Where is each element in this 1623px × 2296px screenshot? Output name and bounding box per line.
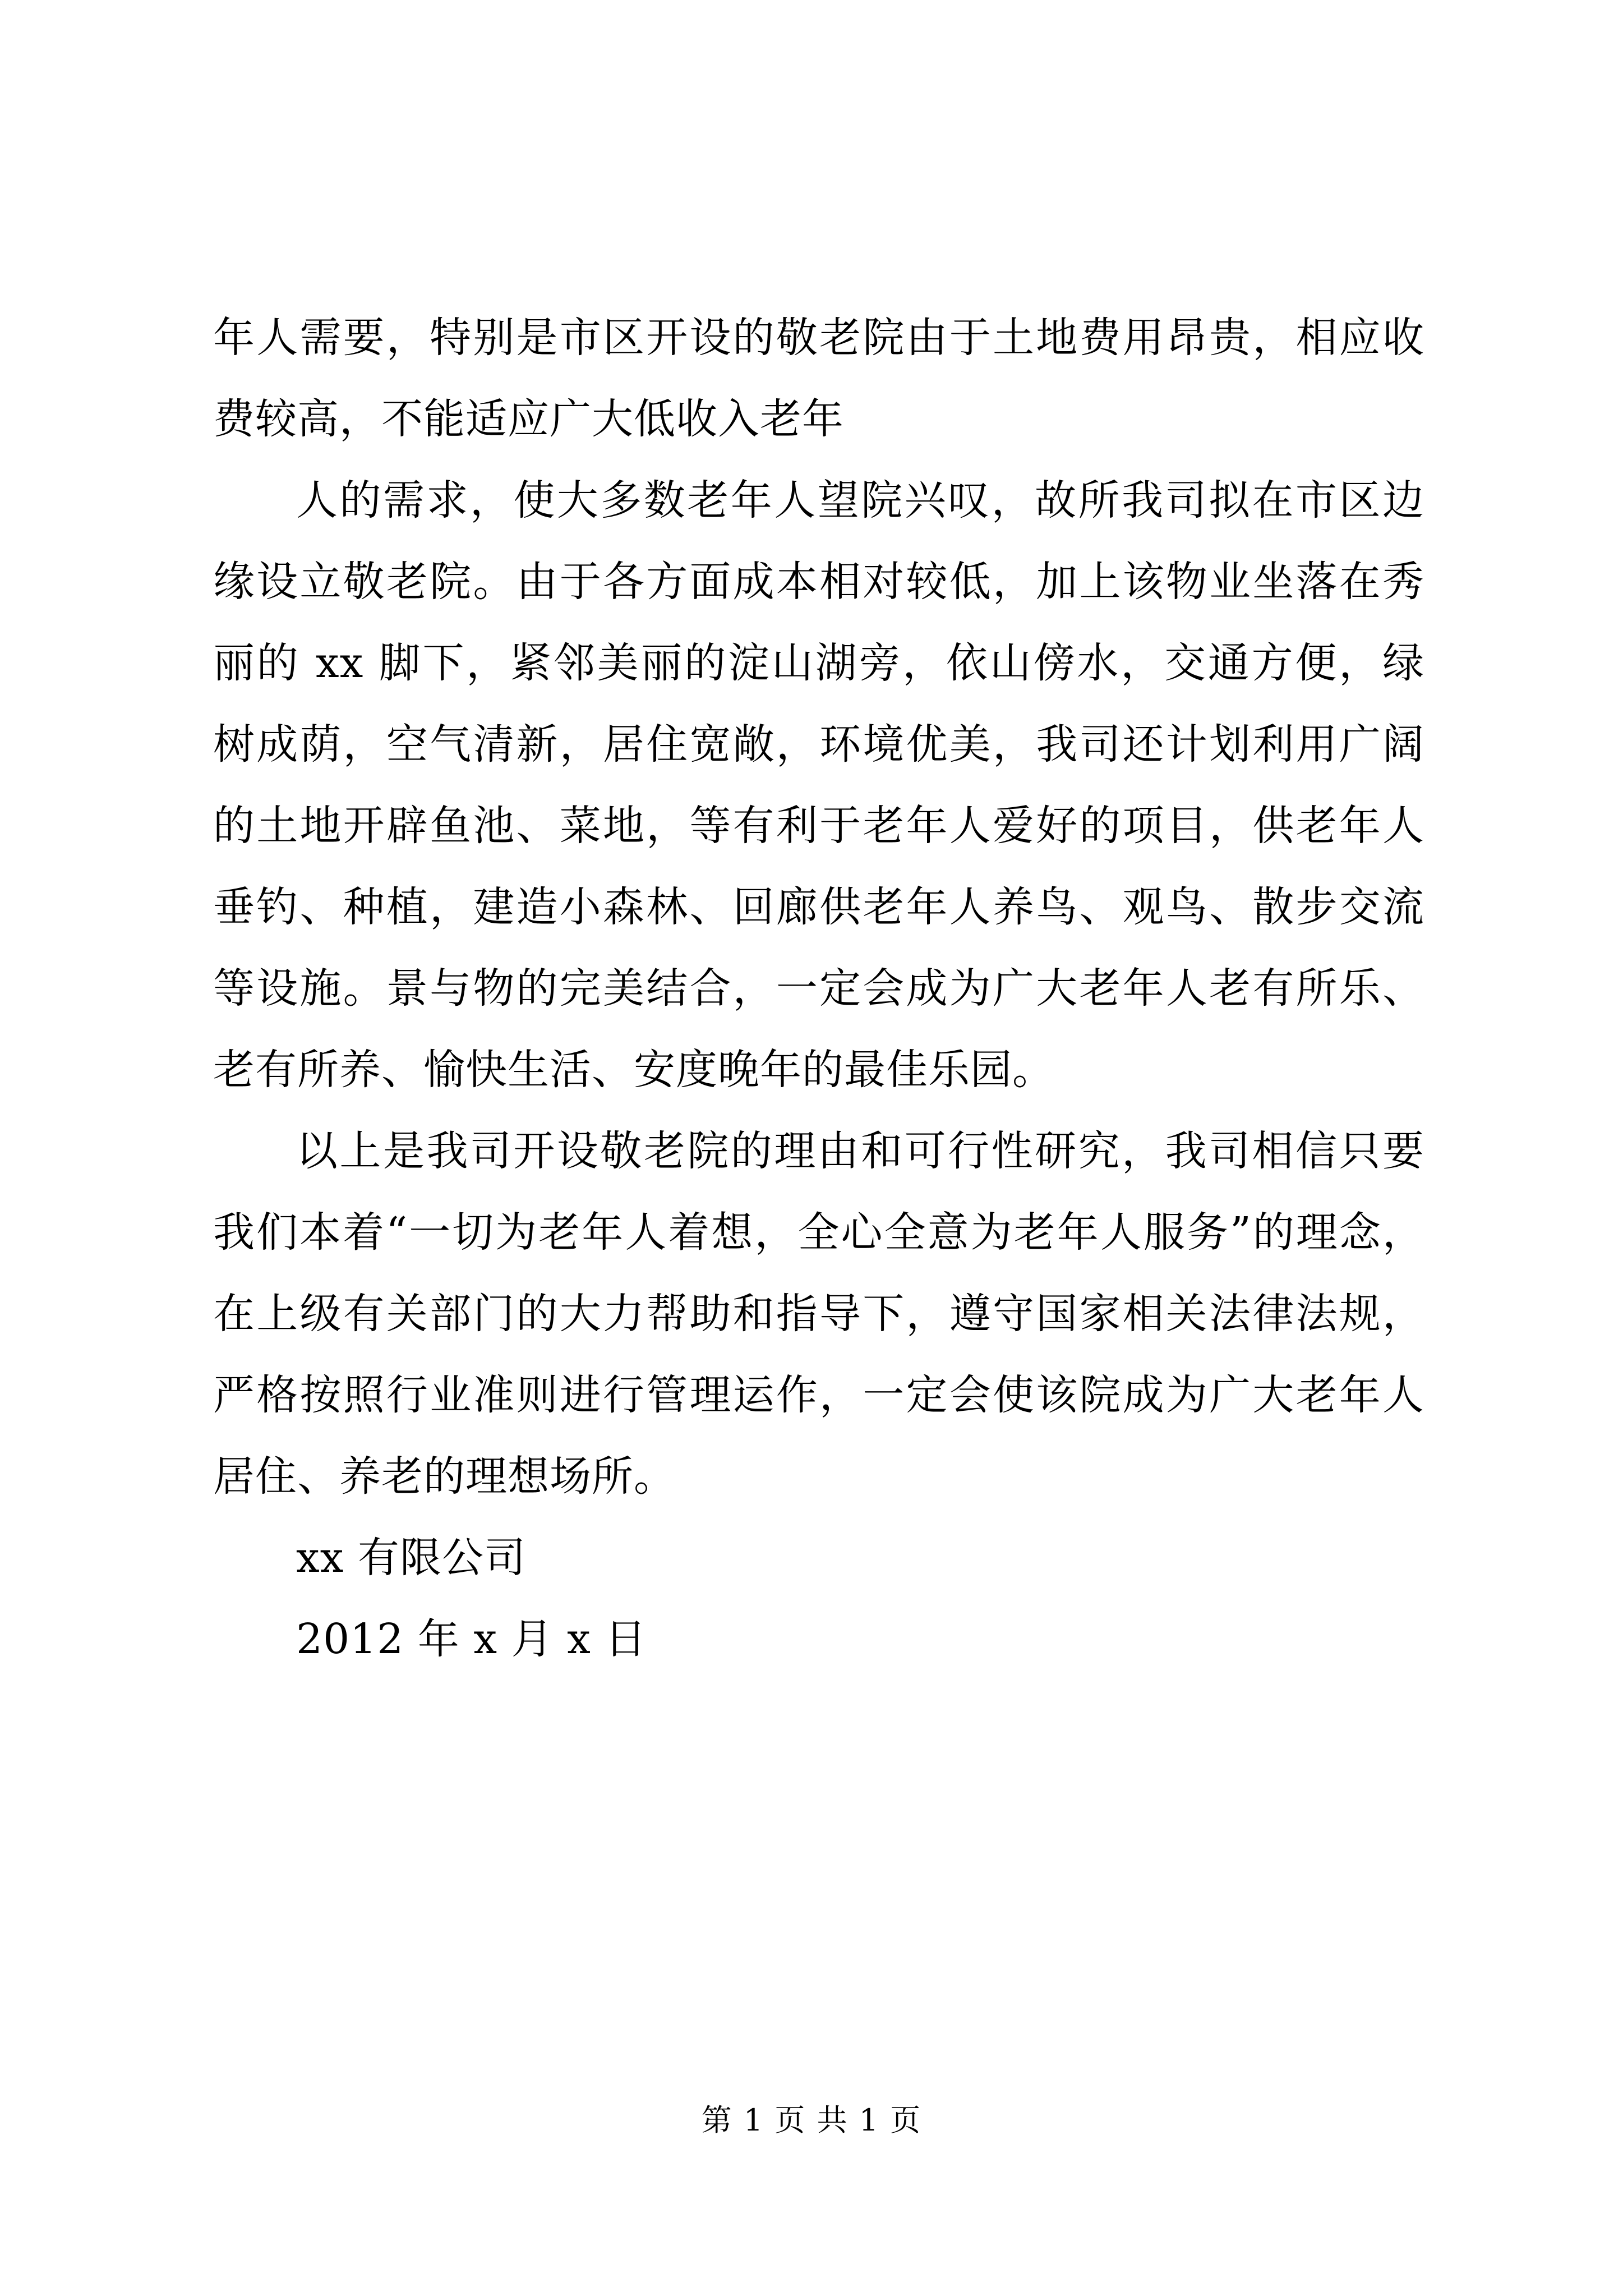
text-line-5: 丽的 xx 脚下，紧邻美丽的淀山湖旁，依山傍水，交通方便，绿: [213, 639, 1424, 687]
text-line-14: 严格按照行业准则进行管理运作，一定会使该院成为广大老年人: [213, 1371, 1424, 1419]
text-line-3: 人的需求，使大多数老年人望院兴叹，故所我司拟在市区边: [296, 476, 1424, 524]
text-line-13: 在上级有关部门的大力帮助和指导下，遵守国家相关法律法规，: [213, 1290, 1424, 1338]
text-line-4: 缘设立敬老院。由于各方面成本相对较低，加上该物业坐落在秀: [213, 558, 1424, 606]
text-line-9: 等设施。景与物的完美结合，一定会成为广大老年人老有所乐、: [213, 964, 1424, 1013]
text-line-6: 树成荫，空气清新，居住宽敞，环境优美，我司还计划利用广阔: [213, 720, 1424, 769]
company-name: xx 有限公司: [296, 1534, 526, 1582]
text-line-1: 年人需要，特别是市区开设的敬老院由于土地费用昂贵，相应收: [213, 314, 1424, 362]
document-date: 2012 年 x 月 x 日: [296, 1615, 647, 1663]
text-line-15: 居住、养老的理想场所。: [213, 1452, 676, 1501]
text-line-7: 的土地开辟鱼池、菜地，等有利于老年人爱好的项目，供老年人: [213, 802, 1424, 850]
text-line-12: 我们本着“一切为老年人着想，全心全意为老年人服务”的理念，: [213, 1208, 1424, 1257]
page-number-footer: 第 1 页 共 1 页: [701, 2102, 922, 2138]
text-line-8: 垂钓、种植，建造小森林、回廊供老年人养鸟、观鸟、散步交流: [213, 883, 1424, 931]
text-line-10: 老有所养、愉快生活、安度晚年的最佳乐园。: [213, 1046, 1054, 1094]
text-line-11: 以上是我司开设敬老院的理由和可行性研究，我司相信只要: [296, 1127, 1424, 1175]
text-line-2: 费较高，不能适应广大低收入老年: [213, 395, 844, 443]
document-body: [213, 297, 1424, 1680]
